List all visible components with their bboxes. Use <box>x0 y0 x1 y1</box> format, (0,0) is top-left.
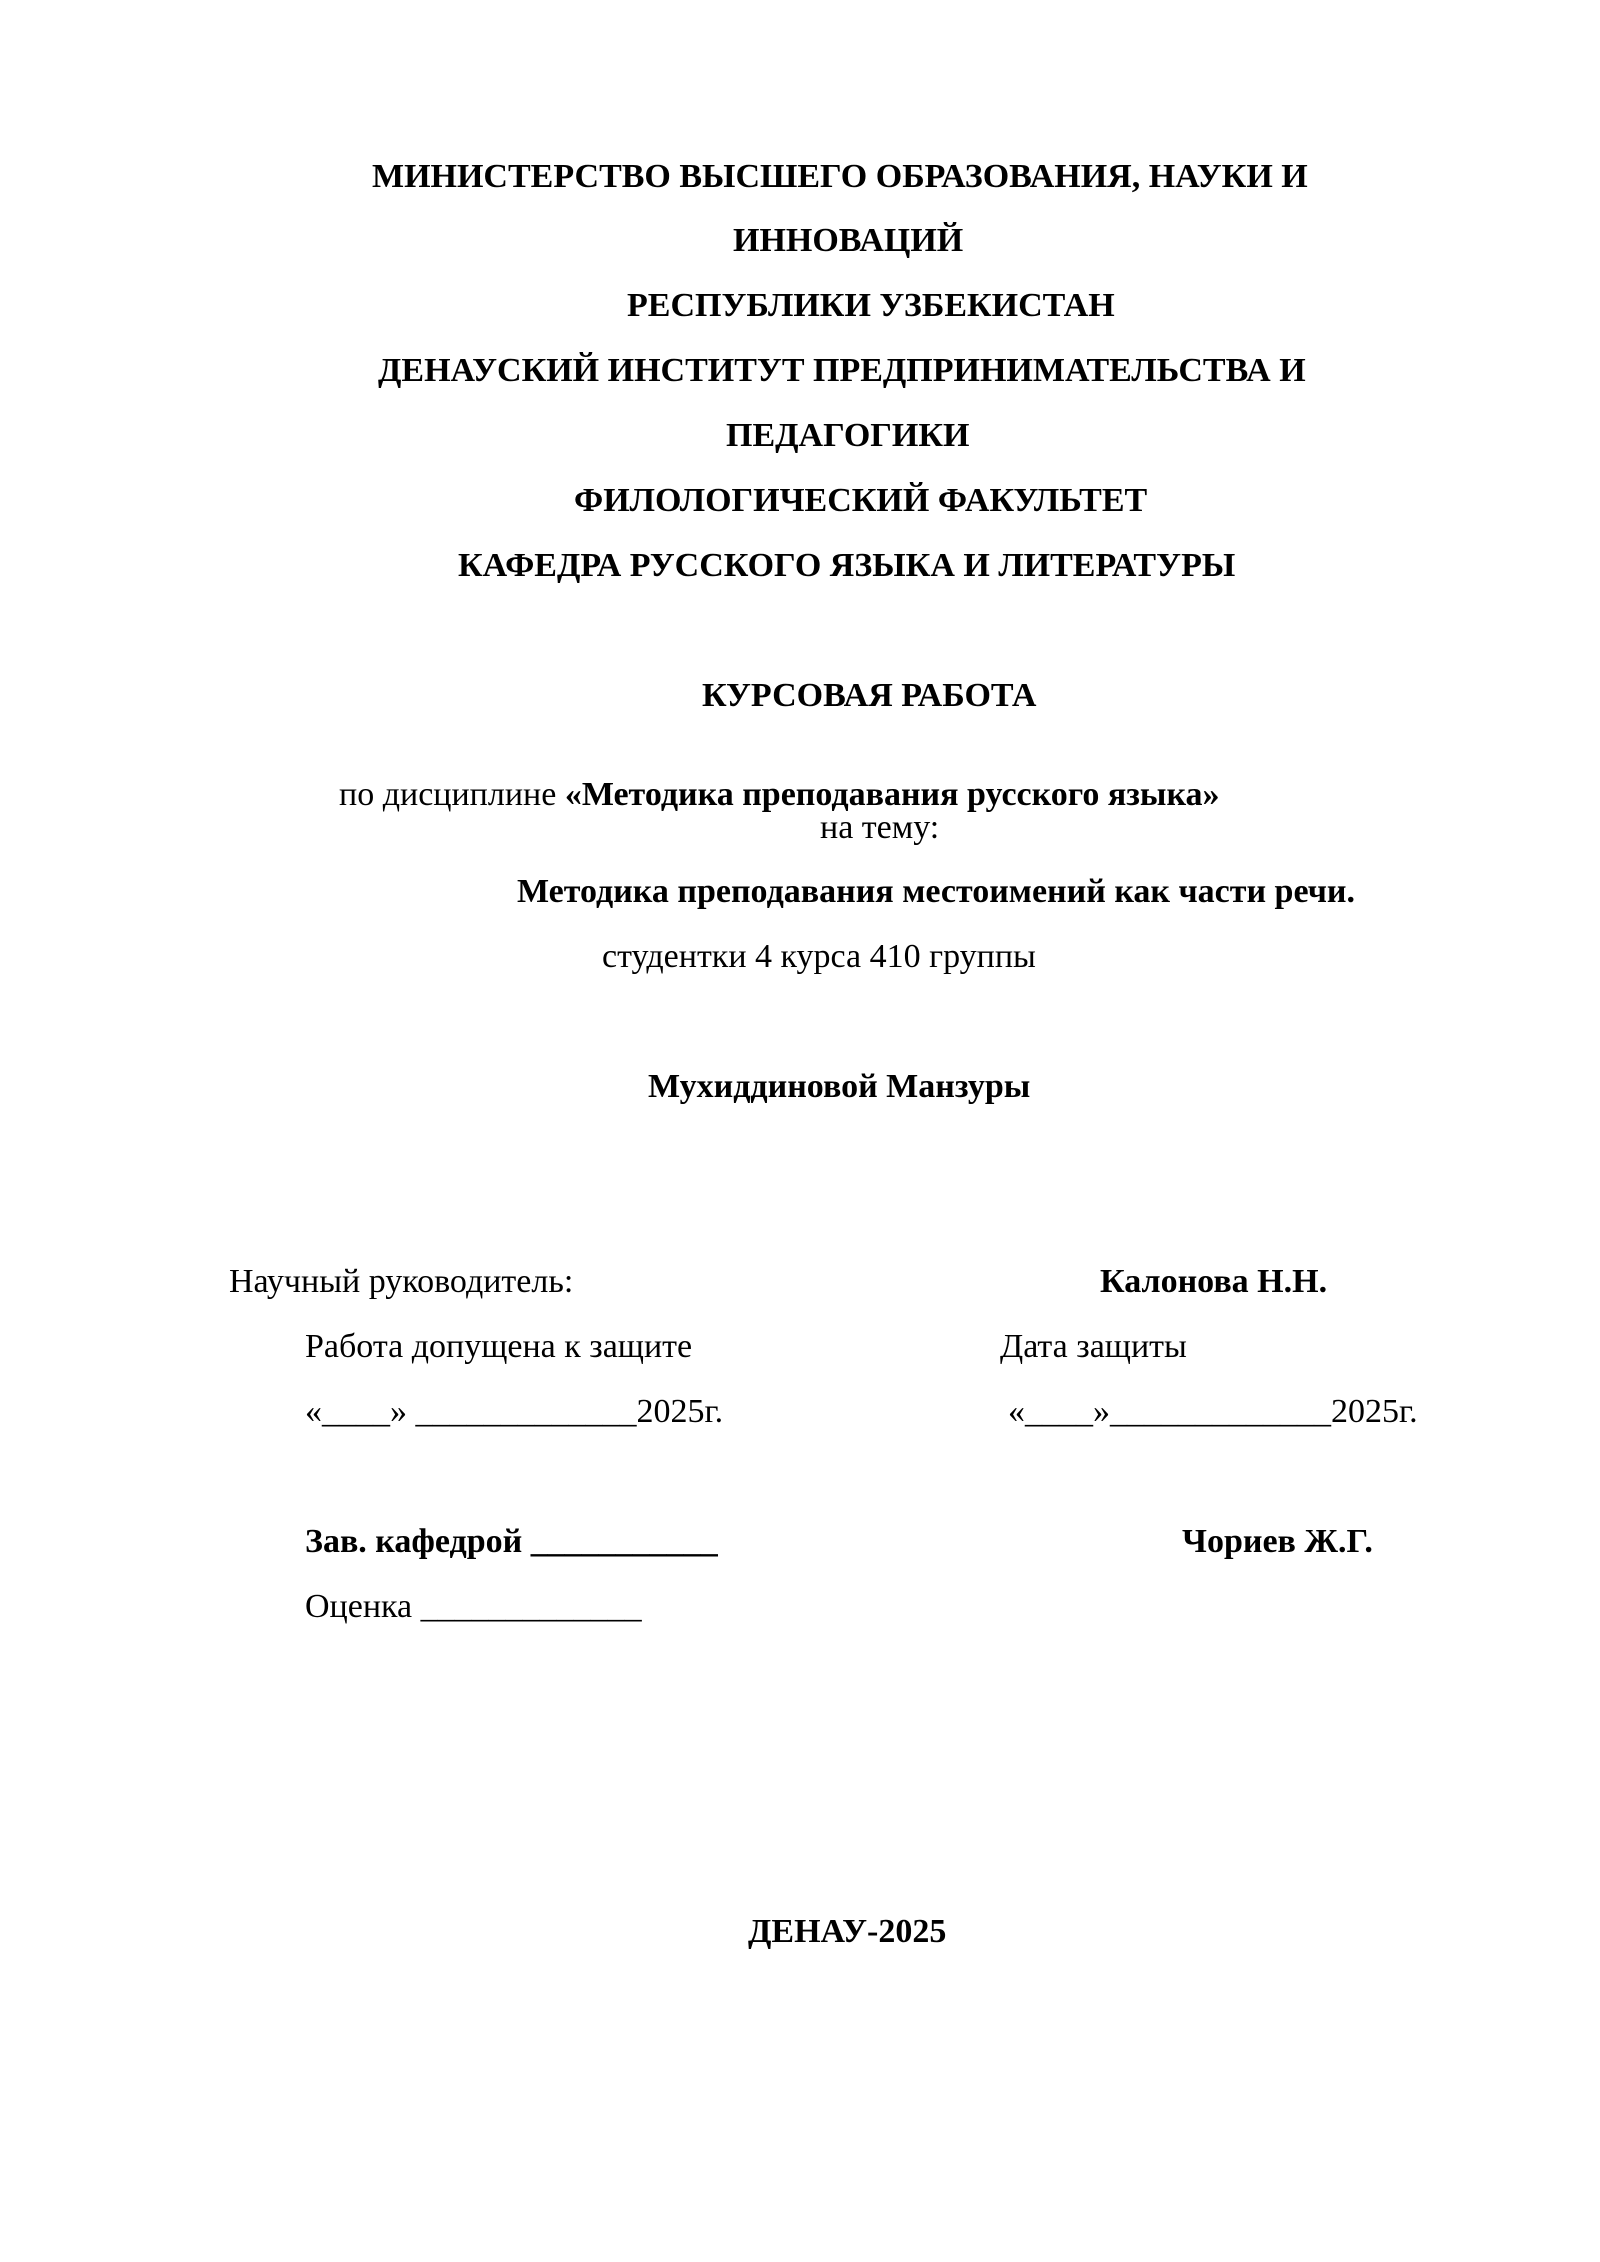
head-of-department-name: Чориев Ж.Г. <box>1182 1523 1373 1560</box>
student-name: Мухиддиновой Манзуры <box>648 1068 1031 1105</box>
admitted-date: «____» _____________2025г. <box>305 1393 724 1430</box>
faculty-line: ФИЛОЛОГИЧЕСКИЙ ФАКУЛЬТЕТ <box>574 482 1148 519</box>
grade-label: Оценка _____________ <box>305 1588 642 1625</box>
city-year: ДЕНАУ-2025 <box>748 1913 947 1950</box>
discipline-line <box>305 744 1220 846</box>
defense-date-label: Дата защиты <box>1000 1328 1187 1365</box>
defense-date: «____»_____________2025г. <box>1008 1393 1418 1430</box>
supervisor-label: Научный руководитель: <box>229 1263 574 1300</box>
work-type: КУРСОВАЯ РАБОТА <box>702 677 1037 714</box>
topic-title: Методика преподавания местоимений как части речи. <box>517 873 1355 910</box>
department-line: КАФЕДРА РУССКОГО ЯЗЫКА И ЛИТЕРАТУРЫ <box>458 547 1236 584</box>
ministry-line-2: ИННОВАЦИЙ <box>733 222 964 259</box>
student-info: студентки 4 курса 410 группы <box>602 938 1036 975</box>
discipline-name: «Методика преподавания русского языка» <box>564 776 1220 813</box>
ministry-line-1: МИНИСТЕРСТВО ВЫСШЕГО ОБРАЗОВАНИЯ, НАУКИ И <box>372 158 1308 195</box>
republic-line: РЕСПУБЛИКИ УЗБЕКИСТАН <box>627 287 1115 324</box>
topic-prefix: на тему: <box>820 809 940 846</box>
discipline-prefix: по дисциплине <box>339 776 565 813</box>
admitted-label: Работа допущена к защите <box>305 1328 693 1365</box>
institute-line-2: ПЕДАГОГИКИ <box>726 417 970 454</box>
supervisor-name: Калонова Н.Н. <box>1100 1263 1328 1300</box>
institute-line-1: ДЕНАУСКИЙ ИНСТИТУТ ПРЕДПРИНИМАТЕЛЬСТВА И <box>378 352 1306 389</box>
head-of-department-label: Зав. кафедрой ___________ <box>305 1523 718 1560</box>
